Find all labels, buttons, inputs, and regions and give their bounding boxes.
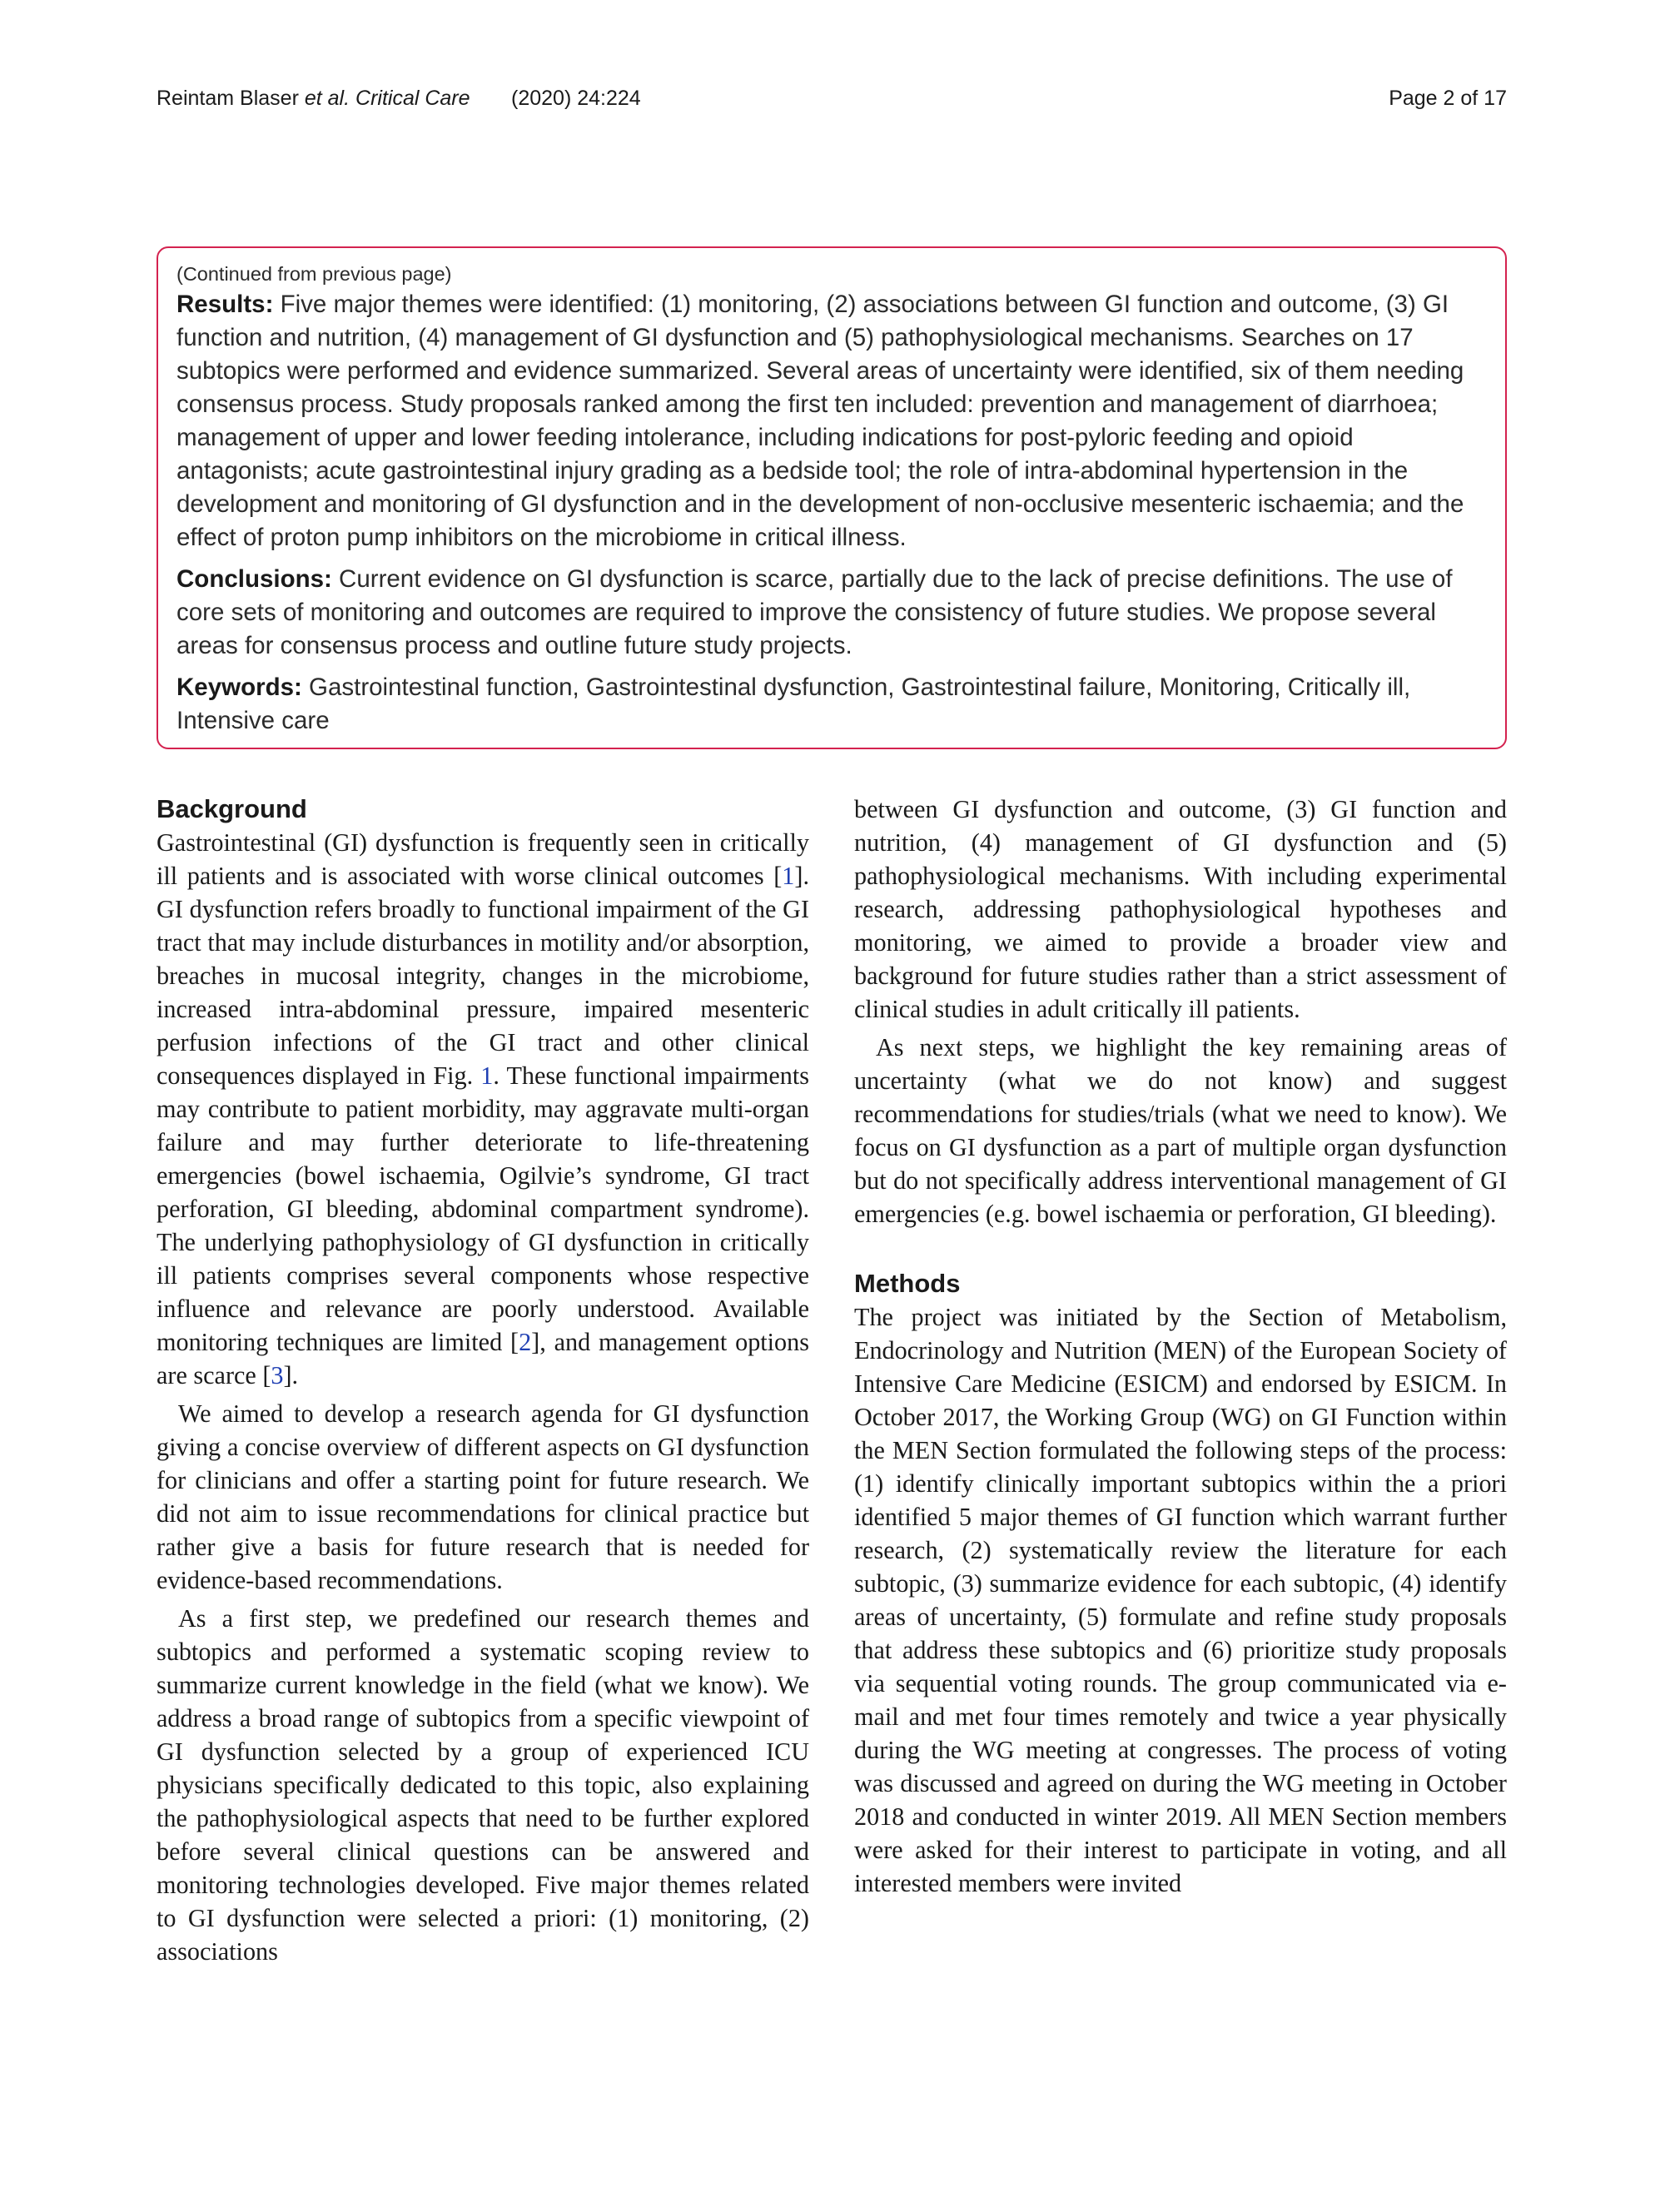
- section-gap: [854, 1235, 1507, 1267]
- results-label: Results:: [176, 291, 274, 318]
- background-paragraph-2: We aimed to develop a research agenda for GI dysfunction giving a concise overview of different aspects on GI dysfunction for clinicians and offer a starting point for future research. We did not aim to issue recommendations for clinical practice but rather give a basis for future research that is needed for evidence-based recommendations.: [157, 1399, 809, 1594]
- figure-link-1[interactable]: 1: [480, 1061, 494, 1090]
- abstract-keywords: Keywords: Gastrointestinal function, Gastrointestinal dysfunction, Gastrointestinal failure, Monitoring, Critically ill, Intensive care: [176, 674, 1411, 734]
- conclusions-label: Conclusions:: [176, 565, 332, 593]
- page-number: Page 2 of 17: [1389, 87, 1507, 110]
- background-paragraph-3: As a first step, we predefined our research themes and subtopics and performed a systematic scoping review to summarize current knowledge in the field (what we know). We address a broad range of subtopics from a specific viewpoint of GI dysfunction selected by a group of experienced ICU physicians specifically dedicated to this topic, also explaining the pathophysiological aspects that need to be further explored before several clinical questions can be answered and monitoring technologies developed. Five major themes related to GI dysfunction were selected a priori: (1) monitoring, (2) associations: [157, 1604, 809, 1966]
- methods-heading: Methods: [854, 1269, 961, 1298]
- background-paragraph-4: As next steps, we highlight the key remaining areas of uncertainty (what we do not know) and suggest recommendations for studies/trials (what we need to know). We focus on GI dysfunction as a part of multiple organ dysfunction but do not specifically address interventional management of GI emergencies (e.g. bowel ischaemia or perforation, GI bleeding).: [854, 1033, 1507, 1228]
- continued-note: (Continued from previous page): [176, 263, 452, 285]
- citation-link-3[interactable]: 3: [271, 1361, 284, 1389]
- running-header: [157, 87, 1507, 120]
- abstract-results: Results: Five major themes were identified: (1) monitoring, (2) associations between GI function and outcome, (3) GI function and nutrition, (4) management of GI dysfunction and (5) pathophysiological mechanisms. Searches on 17 subtopics were performed and evidence summarized. Several areas of uncertainty were identified, six of them needing consensus process. Study proposals ranked among the first ten included: prevention and management of diarrhoea; management of upper and lower feeding intolerance, including indications for post-pyloric feeding and opioid antagonists; acute gastrointestinal injury grading as a bedside tool; the role of intra-abdominal hypertension in the development and monitoring of GI dysfunction and in the development of non-occlusive mesenteric ischaemia; and the effect of proton pump inhibitors on the microbiome in critical illness.: [176, 291, 1464, 551]
- right-column: [854, 793, 1507, 1905]
- left-column: [157, 793, 809, 1973]
- abstract-conclusions: Conclusions: Current evidence on GI dysfunction is scarce, partially due to the lack of precise definitions. The use of core sets of monitoring and outcomes are required to improve the consistency of future studies. We propose several areas for consensus process and outline future study projects.: [176, 565, 1453, 659]
- background-paragraph-3-continued: between GI dysfunction and outcome, (3) GI function and nutrition, (4) management of GI dysfunction and (5) pathophysiological mechanisms. With including experimental research, addressing pathophysiological hypotheses and monitoring, we aimed to provide a broader view and background for future studies rather than a strict assessment of clinical studies in adult critically ill patients.: [854, 795, 1507, 1023]
- citation-authors: Reintam Blaser et al. Critical Care: [157, 87, 470, 110]
- keywords-label: Keywords:: [176, 674, 302, 701]
- citation-link-1[interactable]: 1: [782, 862, 795, 890]
- background-heading: Background: [157, 794, 307, 823]
- citation-year-volume: (2020) 24:224: [511, 87, 641, 110]
- citation-link-2[interactable]: 2: [519, 1328, 532, 1356]
- abstract-box: [157, 246, 1507, 749]
- background-paragraph-1: Gastrointestinal (GI) dysfunction is frequently seen in critically ill patients and is associated with worse clinical outcomes [1]. GI dysfunction refers broadly to functional impairment of the GI tract that may include disturbances in motility and/or absorption, breaches in mucosal integrity, changes in the microbiome, increased intra-abdominal pressure, impaired mesenteric perfusion infections of the GI tract and other clinical consequences displayed in Fig. 1. These functional impairments may contribute to patient morbidity, may aggravate multi-organ failure and may further deteriorate to life-threatening emergencies (bowel ischaemia, Ogilvie’s syndrome, GI tract perforation, GI bleeding, abdominal compartment syndrome). The underlying pathophysiology of GI dysfunction in critically ill patients comprises several components whose respective influence and relevance are poorly understood. Available monitoring techniques are limited [2], and management options are scarce [3].: [157, 828, 809, 1389]
- methods-paragraph-1: The project was initiated by the Section of Metabolism, Endocrinology and Nutrition (MEN) of the European Society of Intensive Care Medicine (ESICM) and endorsed by ESICM. In October 2017, the Working Group (WG) on GI Function within the MEN Section formulated the following steps of the process: (1) identify clinically important subtopics within the a priori identified 5 major themes of GI function which warrant further research, (2) systematically review the literature for each subtopic, (3) summarize evidence for each subtopic, (4) identify areas of uncertainty, (5) formulate and refine study proposals that address these subtopics and (6) prioritize study proposals via sequential voting rounds. The group communicated via e-mail and met four times remotely and twice a year physically during the WG meeting at congresses. The process of voting was discussed and agreed on during the WG meeting in October 2018 and conducted in winter 2019. All MEN Section members were asked for their interest to participate in voting, and all interested members were invited: [854, 1303, 1507, 1897]
